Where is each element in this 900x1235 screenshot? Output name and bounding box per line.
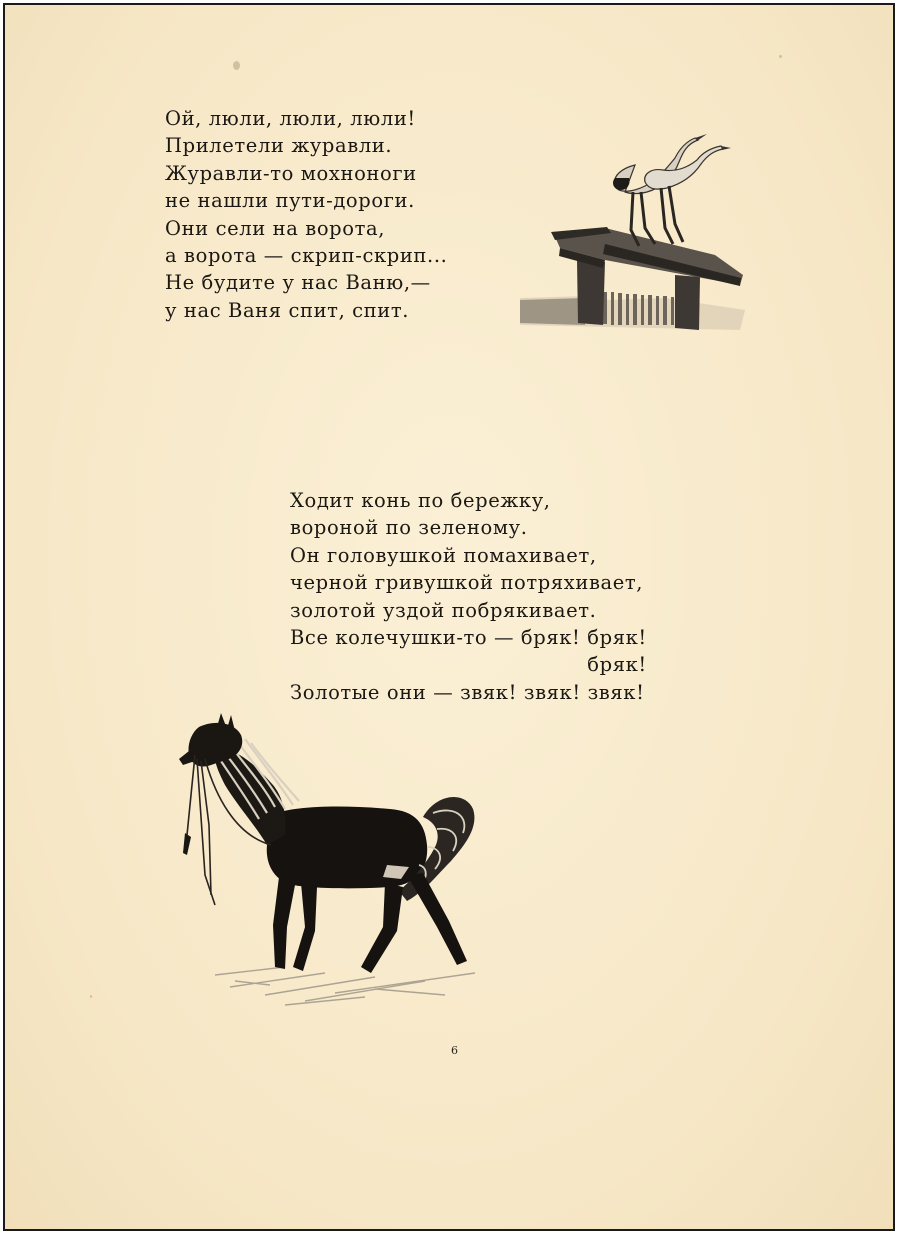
poem-line: Журавли-то мохноноги	[165, 161, 417, 185]
page-number: 6	[451, 1044, 458, 1057]
black-horse-illustration	[175, 705, 515, 1015]
poem-line: Прилетели журавли.	[165, 134, 393, 158]
poem-line: Не будите у нас Ваню,—	[165, 271, 431, 295]
lullaby-poem	[165, 105, 447, 324]
paper-stain	[233, 61, 240, 70]
two-cranes-on-gate-illustration	[515, 120, 755, 335]
poem-line: Ходит конь по бережку,	[290, 489, 551, 512]
paper-speck	[779, 55, 782, 58]
poem-line: Он головушкой помахивает,	[290, 543, 597, 567]
paper-speck	[90, 995, 92, 998]
poem-line: Все колечушки-то — бряк! бряк!	[290, 626, 647, 650]
poem-line: Ой, люли, люли, люли!	[165, 107, 416, 130]
poem-line: золотой уздой побрякивает.	[290, 598, 597, 622]
poem-line: а ворота — скрип-скрип...	[165, 244, 448, 268]
poem-line: бряк!	[587, 653, 647, 677]
poem-line: черной гривушкой потряхивает,	[290, 571, 644, 595]
poem-line: не нашли пути-дороги.	[165, 189, 415, 213]
poem-line: Золотые они — звяк! звяк! звяк!	[290, 680, 645, 704]
horse-poem	[290, 487, 647, 706]
book-page	[3, 3, 895, 1231]
poem-line: Они сели на ворота,	[165, 216, 385, 240]
poem-line: у нас Ваня спит, спит.	[165, 298, 410, 322]
poem-line: вороной по зеленому.	[290, 516, 528, 540]
